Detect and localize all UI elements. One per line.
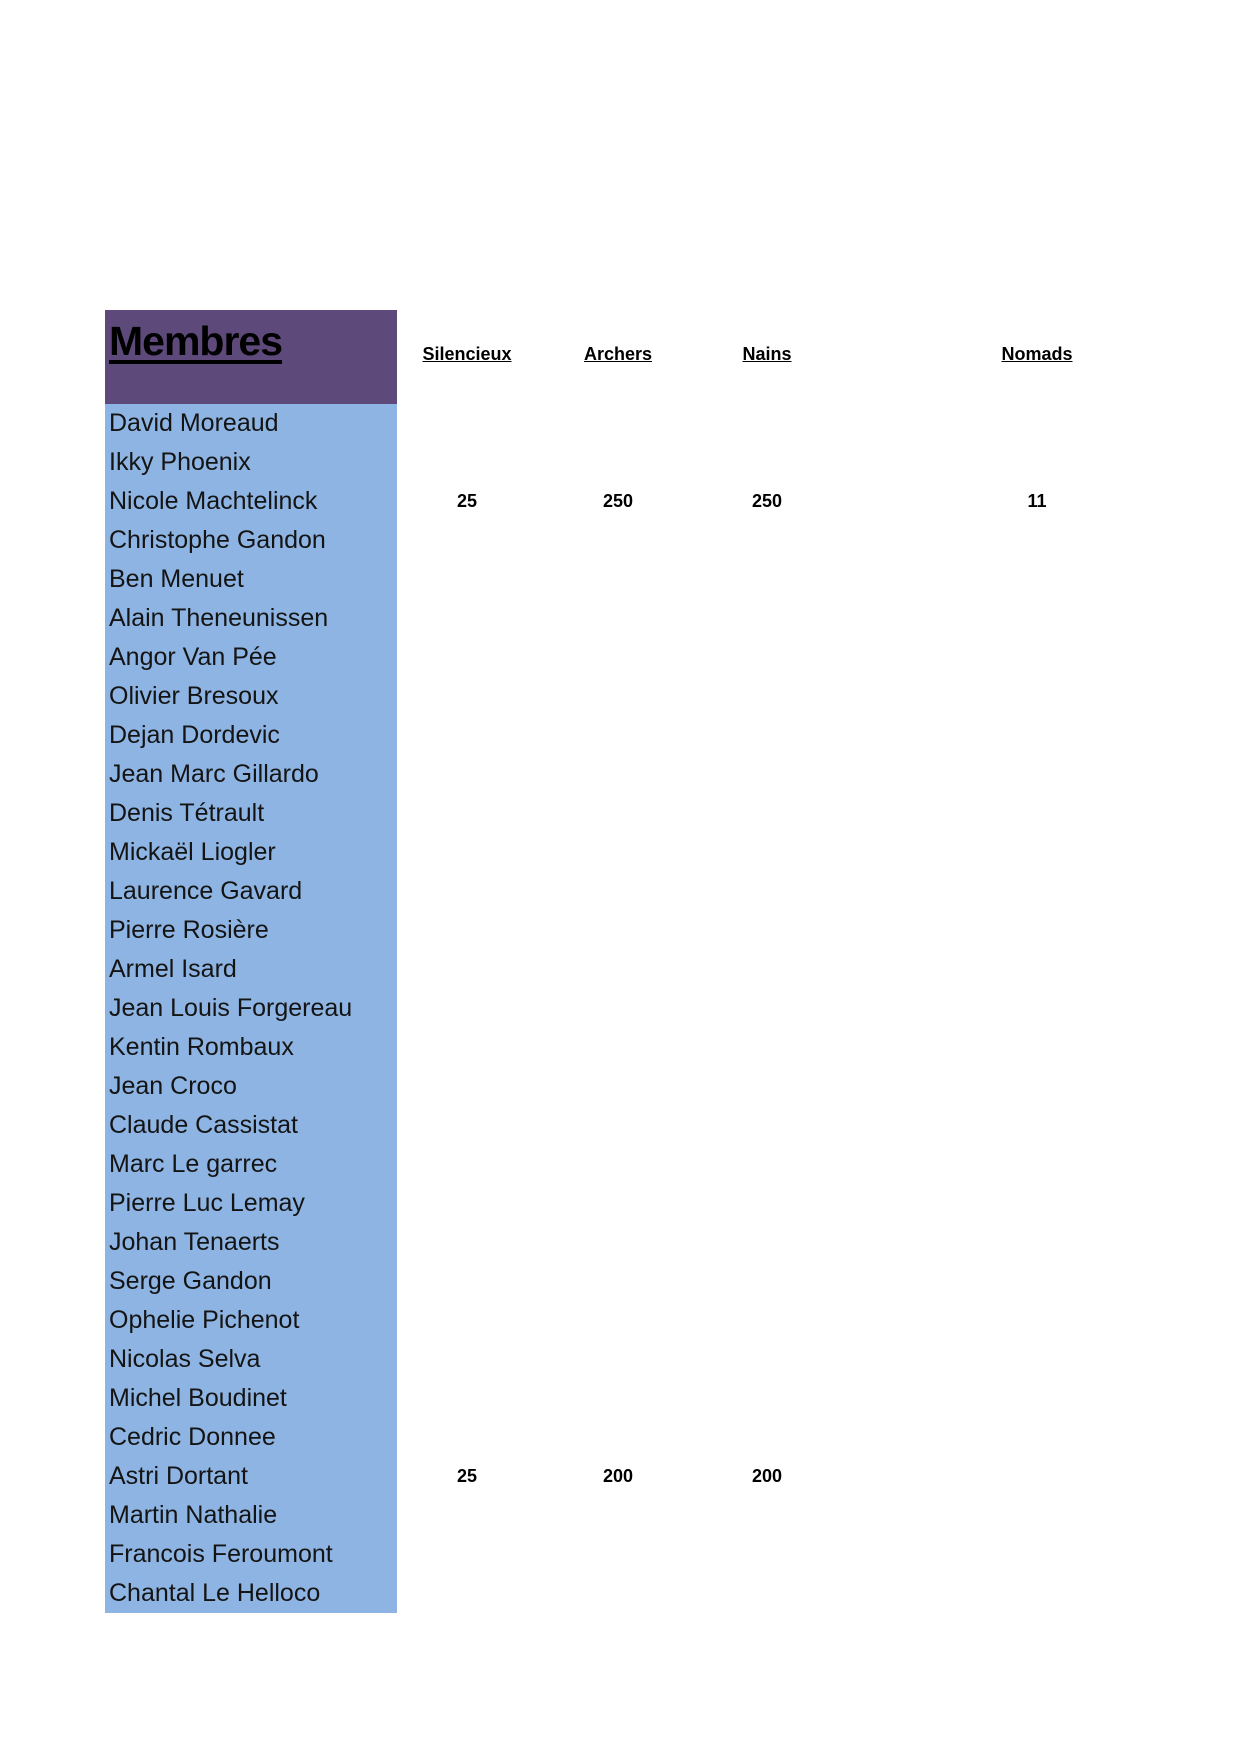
member-name-cell: Claude Cassistat <box>109 1111 298 1139</box>
member-name-cell: Johan Tenaerts <box>109 1228 280 1256</box>
member-name-cell: Chantal Le Helloco <box>109 1579 321 1607</box>
value-row3-silencieux: 25 <box>456 491 478 511</box>
column-header-silencieux: Silencieux <box>422 344 512 364</box>
member-name-cell: Christophe Gandon <box>109 526 326 554</box>
member-name-cell: Armel Isard <box>109 955 237 983</box>
member-name-cell: Pierre Luc Lemay <box>109 1189 305 1217</box>
member-name-cell: Ophelie Pichenot <box>109 1306 300 1334</box>
member-name-cell: Mickaël Liogler <box>109 838 276 866</box>
member-name-cell: Ikky Phoenix <box>109 448 251 476</box>
column-header-nains: Nains <box>742 344 792 364</box>
member-name-cell: Pierre Rosière <box>109 916 269 944</box>
member-name-cell: Ben Menuet <box>109 565 244 593</box>
member-name-cell: Serge Gandon <box>109 1267 272 1295</box>
member-name-cell: Olivier Bresoux <box>109 682 279 710</box>
member-name-cell: Jean Marc Gillardo <box>109 760 319 788</box>
members-title: Membres <box>109 318 283 364</box>
member-name-cell: Michel Boudinet <box>109 1384 287 1412</box>
member-name-cell: Jean Louis Forgereau <box>109 994 353 1022</box>
member-name-cell: Nicole Machtelinck <box>109 487 318 515</box>
member-name-cell: Marc Le garrec <box>109 1150 278 1178</box>
column-header-nomads: Nomads <box>1001 344 1073 364</box>
value-row28-silencieux: 25 <box>456 1466 478 1486</box>
member-name-cell: Nicolas Selva <box>109 1345 261 1373</box>
member-name-cell: David Moreaud <box>109 409 279 437</box>
value-row28-archers: 200 <box>602 1466 634 1486</box>
member-name-cell: Cedric Donnee <box>109 1423 276 1451</box>
column-header-archers: Archers <box>583 344 653 364</box>
member-name-cell: Alain Theneunissen <box>109 604 329 632</box>
member-name-cell: Denis Tétrault <box>109 799 265 827</box>
member-name-cell: Laurence Gavard <box>109 877 303 905</box>
members-header-cell <box>105 310 397 404</box>
member-name-cell: Francois Feroumont <box>109 1540 333 1568</box>
member-name-cell: Kentin Rombaux <box>109 1033 294 1061</box>
value-row3-nains: 250 <box>751 491 783 511</box>
member-name-cell: Martin Nathalie <box>109 1501 278 1529</box>
member-name-cell: Angor Van Pée <box>109 643 277 671</box>
value-row3-nomads: 11 <box>1027 491 1047 511</box>
member-name-cell: Dejan Dordevic <box>109 721 280 749</box>
member-name-cell: Astri Dortant <box>109 1462 248 1490</box>
members-list <box>105 404 397 1613</box>
value-row3-archers: 250 <box>602 491 634 511</box>
value-row28-nains: 200 <box>751 1466 783 1486</box>
member-name-cell: Jean Croco <box>109 1072 237 1100</box>
